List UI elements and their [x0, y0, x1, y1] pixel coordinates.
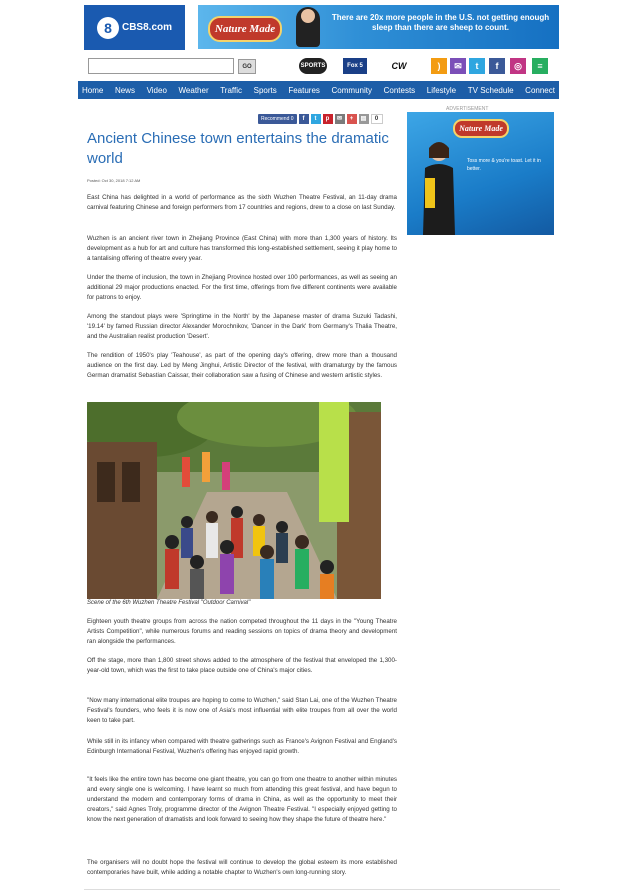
article-paragraph: East China has delighted in a world of performance as the sixth Wuzhen Theatre Festival, an 11-day drama carnival featuring Chinese and foreign performers from 17 countries and regions, drew to a close on last Sunday.: [87, 194, 397, 211]
ad-woman-image: [419, 138, 459, 235]
advertisement-label: ADVERTISEMENT: [446, 106, 489, 112]
sidebar-ad-text: Toss more & you're toast. Let it in better.: [467, 158, 541, 172]
pinterest-share-icon[interactable]: p: [323, 114, 333, 124]
article-title: Ancient Chinese town entertains the dramatic world: [87, 130, 389, 167]
search-input[interactable]: [88, 58, 234, 74]
recommend-button[interactable]: Recommend 0: [258, 114, 297, 124]
email-share-icon[interactable]: ✉: [335, 114, 345, 124]
share-bar: [258, 113, 383, 124]
article-paragraph: While still in its infancy when compared with theatre gatherings such as France's Avignon Festival and England's Edinburgh International Festival, Wuzhen's offering has enjoyed rapid growth.: [87, 738, 397, 755]
nav-sports[interactable]: Sports: [253, 85, 277, 95]
partner-cw-logo[interactable]: CW: [391, 61, 407, 71]
street-scene-illustration: [87, 402, 381, 599]
rss-icon[interactable]: ): [431, 58, 447, 74]
article-paragraph: The organisers will no doubt hope the festival will continue to develop the global esteem its more established contemporaries have built, while adding a notable chapter to Wuzhen's own long-running story.: [87, 859, 397, 876]
nav-traffic[interactable]: Traffic: [220, 85, 242, 95]
sidebar-ad[interactable]: [407, 112, 554, 235]
article-paragraph: Among the standout plays were 'Springtime in the North' by the Japanese master of drama Suzuki Tadashi, '19.14' by famed Russian director Alexander Morochnikov, 'Dancer in the Dark' from Germany's Thalia Theatre, and the Australian realist production 'Desert'.: [87, 313, 397, 340]
nav-contests[interactable]: Contests: [383, 85, 416, 95]
envelope-icon[interactable]: ✉: [450, 58, 466, 74]
document-icon[interactable]: ≡: [532, 58, 548, 74]
logo-text: CBS8.com: [121, 22, 172, 33]
article-paragraph: Wuzhen is an ancient river town in Zhejiang Province (East China) with more than 1,300 years of history. Its development as a hub for art and culture has transformed this long-established settlement, seeing it play home to a tantalising offering of theatre every year.: [87, 235, 397, 262]
nav-tv-schedule[interactable]: TV Schedule: [467, 85, 514, 95]
nav-lifestyle[interactable]: Lifestyle: [426, 85, 457, 95]
instagram-icon[interactable]: ◎: [510, 58, 526, 74]
partner-fox5-logo[interactable]: Fox 5: [343, 58, 367, 74]
nav-home[interactable]: Home: [82, 85, 104, 95]
article-paragraph: Off the stage, more than 1,800 street shows added to the atmosphere of the festival that enveloped the 1,300-year-old town, which was the first to take place outside one of China's major cities.: [87, 657, 397, 674]
nav-video[interactable]: Video: [146, 85, 167, 95]
article-paragraph: Under the theme of inclusion, the town in Zhejiang Province hosted over 100 performances, as well as seeing an additional 29 major productions enacted. For the first time, offerings from five different continents were available for patrons to enjoy.: [87, 274, 397, 301]
top-ad-text: There are 20x more people in the U.S. not getting enough sleep than there are sheep to count.: [331, 13, 550, 32]
article-paragraph: "Now many international elite troupes are hoping to come to Wuzhen," said Stan Lai, one of the Wuzhen Theatre Festival's founders, who feels it is now one of Asia's most influential with elite troupes from all over the world keen to take part.: [87, 697, 397, 724]
bottom-divider: [84, 889, 560, 890]
nav-community[interactable]: Community: [331, 85, 372, 95]
nature-made-logo: Nature Made: [208, 16, 282, 42]
main-nav: [78, 81, 559, 99]
print-share-icon[interactable]: ▤: [359, 114, 369, 124]
article-paragraph: Eighteen youth theatre groups from across the nation competed throughout the 11 days in the "Young Theatre Artists Competition", while numerous forums and reading sessions on topics of drama theory and development ran alongside the performances.: [87, 618, 397, 645]
partner-sports-logo[interactable]: SPORTS: [299, 58, 327, 74]
cbs-eye-icon: 8: [97, 17, 119, 39]
posted-date: Posted: Oct 30, 2018 7:12 AM: [87, 178, 141, 183]
go-button[interactable]: GO: [238, 59, 256, 74]
article-paragraph: "It feels like the entire town has become one giant theatre, you can go from one theatre to another within minutes and every single one is welcoming. I have learnt so much from attending this great festival, and have begun to understand the modern and contemporary forms of drama in China, as well as the opportunity to meet their creators," said Agnes Troly, programme director of the Avignon Theatre Festival. "I especially enjoyed getting to know the next generation of dramatists and look forward to seeing how they shape the future of theatre here.": [87, 776, 397, 823]
share-count: 0: [371, 114, 383, 124]
nav-features[interactable]: Features: [288, 85, 320, 95]
nav-connect[interactable]: Connect: [525, 85, 555, 95]
article-paragraph: The rendition of 1950's play 'Teahouse', as part of the opening day's offering, drew more than a thousand audience on the first day. Led by Meng Jinghui, Artistic Director of the festival, with dramaturgy by the famous German dramatist Sebastian Caissar, their collaboration saw a fusing of Chinese and western artistic styles.: [87, 352, 397, 379]
plus-share-icon[interactable]: +: [347, 114, 357, 124]
nav-news[interactable]: News: [114, 85, 135, 95]
facebook-share-icon[interactable]: f: [299, 114, 309, 124]
nav-weather[interactable]: Weather: [178, 85, 209, 95]
search-row: [84, 58, 560, 76]
twitter-icon[interactable]: t: [469, 58, 485, 74]
nature-made-logo: Nature Made: [453, 119, 509, 138]
top-banner-ad[interactable]: [198, 5, 559, 49]
twitter-share-icon[interactable]: t: [311, 114, 321, 124]
facebook-icon[interactable]: f: [489, 58, 505, 74]
ad-woman-image: [296, 7, 320, 47]
site-logo[interactable]: [84, 5, 185, 50]
photo-caption: Scene of the 6th Wuzhen Theatre Festival "Outdoor Carnival": [87, 600, 251, 606]
festival-photo: [87, 402, 381, 599]
